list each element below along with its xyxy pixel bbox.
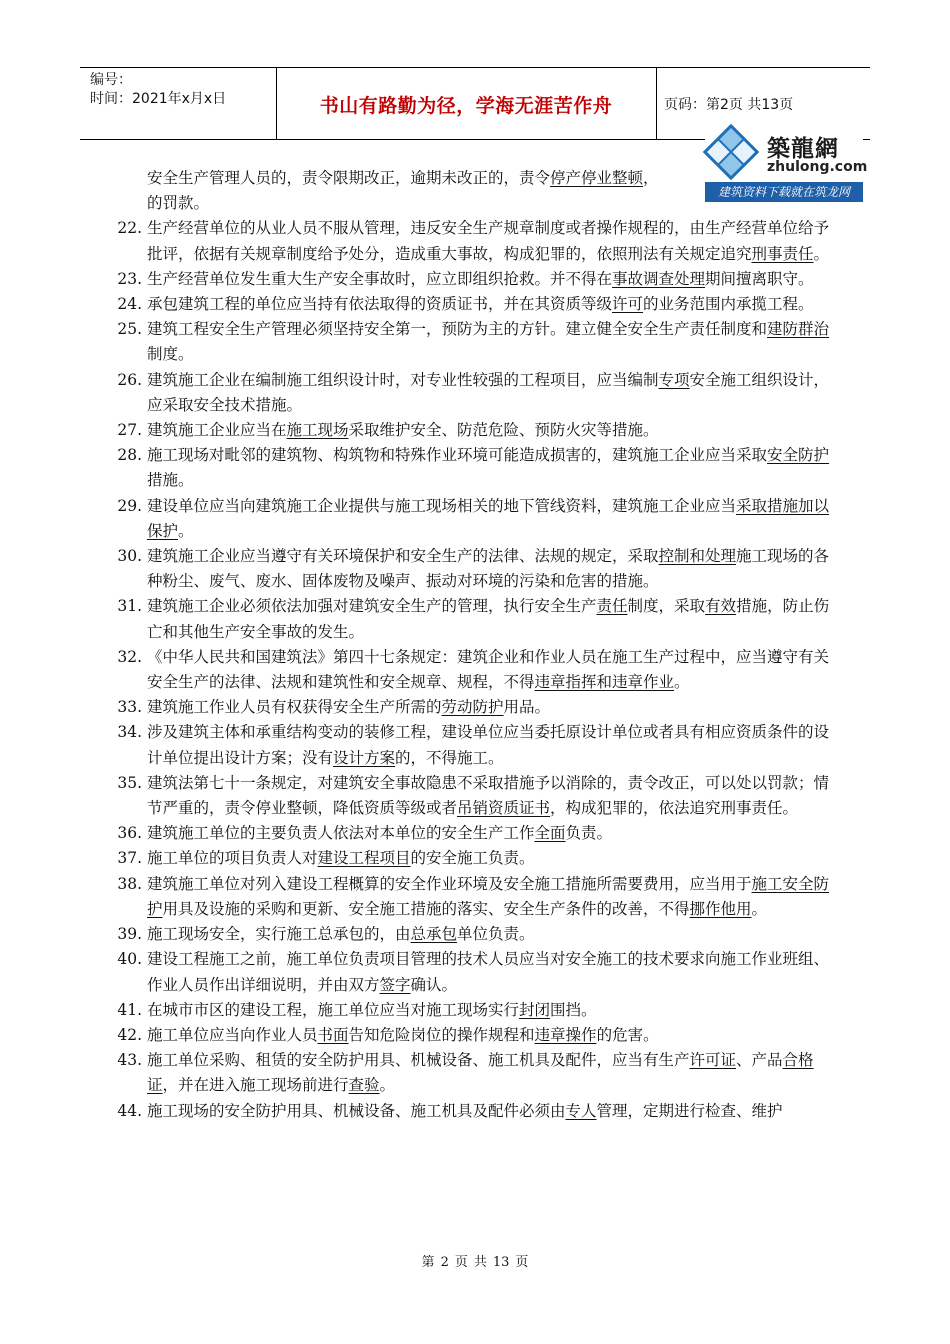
list-item [110, 922, 840, 947]
list-item [110, 594, 840, 644]
text-segment: 。 [813, 244, 830, 263]
list-item-number: 44. [117, 1101, 142, 1120]
text-segment: 单位负责。 [457, 925, 535, 944]
list-item-number: 33. [117, 698, 142, 717]
list-item-text [147, 270, 814, 288]
list-item [110, 292, 840, 317]
underlined-keyword: 刑事责任 [751, 244, 814, 263]
underlined-keyword: 许可证 [689, 1051, 737, 1070]
list-item-number: 37. [117, 849, 142, 868]
underlined-keyword: 吊销资质证书 [457, 799, 551, 818]
text-segment: 建筑工程安全生产管理必须坚持安全第一，预防为主的方针。建立健全安全生产责任制度和 [147, 320, 768, 339]
list-item-number: 36. [117, 824, 142, 843]
list-item-number: 34. [117, 723, 142, 742]
underlined-keyword: 施工现场 [286, 421, 349, 440]
list-item-number: 26. [117, 370, 142, 389]
underlined-keyword: 建设工程项目 [317, 849, 411, 868]
text-segment: 施工现场安全，实行施工总承包的，由 [147, 925, 411, 944]
text-segment: 负责。 [565, 824, 613, 843]
text-segment: ，构成犯罪的，依法追究刑事责任。 [550, 799, 799, 818]
list-item-text [147, 774, 829, 817]
underlined-keyword: 责任 [596, 597, 628, 616]
text-segment: 建筑施工企业必须依法加强对建筑安全生产的管理，执行安全生产 [147, 597, 597, 616]
text-segment: 制度，采取 [627, 597, 706, 616]
footer-text-ye: 页 [454, 1255, 468, 1270]
underlined-keyword: 有效 [705, 597, 737, 616]
list-item-text [147, 950, 829, 993]
list-item-text [147, 849, 535, 867]
list-item-text [147, 1051, 814, 1094]
underlined-keyword: 封闭 [519, 1000, 551, 1019]
text-segment: 期间擅离职守。 [705, 269, 814, 288]
list-item-number: 31. [117, 597, 142, 616]
list-item-number: 43. [117, 1051, 142, 1070]
underlined-keyword: 书面 [317, 1025, 349, 1044]
list-item-text [147, 497, 829, 540]
underlined-keyword: 事故调查处理 [612, 269, 706, 288]
list-item [110, 1048, 840, 1098]
list-item-text [147, 320, 829, 363]
list-item-text [147, 547, 829, 590]
list-item [110, 771, 840, 821]
underlined-keyword: 总承包 [410, 925, 458, 944]
page-footer [0, 1251, 950, 1270]
underlined-keyword: 采取措施加以保护 [147, 496, 830, 540]
list-item [110, 872, 840, 922]
text-segment: 措施。 [147, 471, 194, 490]
text-segment: 。 [751, 899, 768, 918]
header-left-cell [80, 67, 277, 139]
text-segment: 施工现场对毗邻的建筑物、构筑物和特殊作业环境可能造成损害的，建筑施工企业应当采取 [147, 446, 768, 465]
text-segment: 建筑施工单位对列入建设工程概算的安全作业环境及安全施工措施所需要费用，应当用于 [147, 874, 752, 893]
list-item-text [147, 1026, 659, 1044]
text-segment: 施工现场的各种粉尘、废气、废水、固体废物及噪声、振动对环境的污染和危害的措施。 [147, 547, 830, 591]
list-item [110, 695, 840, 720]
list-item-number: 32. [117, 647, 142, 666]
text-segment: 建筑法第七十一条规定，对建筑安全事故隐患不采取措施予以消除的，责令改正，可以处以罚款；情节严重的，责令停业整顿，降低资质等级或者 [147, 773, 830, 818]
logo-slogan-band: 建筑资料下载就在筑龙网 [705, 182, 863, 202]
list-item [110, 368, 840, 418]
text-segment: 施工单位应当向作业人员 [147, 1025, 318, 1044]
underlined-keyword: 违章指挥和违章作业 [534, 673, 675, 692]
list-item [110, 166, 840, 216]
text-segment: 用具及设施的采购和更新、安全施工措施的落实、安全生产条件的改善，不得 [162, 899, 690, 918]
list-item [110, 720, 840, 770]
footer-total-pages: 13 [492, 1255, 510, 1270]
text-segment: 《中华人民共和国建筑法》第四十七条规定：建筑企业和作业人员在施工生产过程中，应当遵守有关安全生产的法律、法规和建筑性和安全规章、规程，不得 [147, 647, 830, 692]
text-segment: 建筑施工企业应当遵守有关环境保护和安全生产的法律、法规的规定，采取 [147, 547, 659, 566]
underlined-keyword: 专人 [565, 1101, 597, 1120]
text-segment: 安全施工组织设计，应采取安全技术措施。 [147, 370, 830, 414]
underlined-keyword: 查验 [348, 1076, 380, 1095]
text-segment: 围挡。 [550, 1000, 597, 1019]
text-segment: 、产品 [736, 1051, 783, 1070]
list-item [110, 846, 840, 871]
list-item-text [147, 875, 829, 918]
list-item-text [147, 925, 535, 943]
underlined-keyword: 设计方案 [333, 748, 396, 767]
list-item [110, 947, 840, 997]
document-body [110, 166, 840, 1124]
header-page-info: 页码：第2页 共13页 [664, 97, 794, 113]
text-segment: 的业务范围内承揽工程。 [643, 295, 814, 314]
underlined-keyword: 安全防护 [767, 446, 830, 465]
underlined-keyword: 停产停业整顿 [550, 169, 644, 187]
header-middle-cell [276, 67, 657, 139]
text-segment: 建设单位应当向建筑施工企业提供与施工现场相关的地下管线资料，建筑施工企业应当 [147, 496, 737, 515]
text-segment: 制度。 [147, 345, 194, 364]
list-item [110, 645, 840, 695]
underlined-keyword: 专项 [658, 370, 690, 389]
footer-page-number: 2 [440, 1255, 449, 1270]
text-segment: ，并在进入施工现场前进行 [162, 1076, 349, 1095]
text-segment: 建筑施工作业人员有权获得安全生产所需的 [147, 698, 442, 717]
list-item-number: 22. [117, 219, 142, 238]
underlined-keyword: 施工安全防护 [147, 874, 830, 918]
underlined-keyword: 全面 [534, 824, 566, 843]
list-item [110, 494, 840, 544]
list-item-number: 28. [117, 446, 142, 465]
underlined-keyword: 挪作他用 [689, 899, 752, 918]
text-segment: 告知危险岗位的操作规程和 [348, 1025, 535, 1044]
text-segment: 的，不得施工。 [395, 748, 504, 767]
text-segment: 生产经营单位的从业人员不服从管理，违反安全生产规章制度或者操作规程的，由生产经营单位给予批评，依据有关规章制度给予处分，造成重大事故，构成犯罪的，依照刑法有关规定追究 [147, 219, 830, 263]
document-time-label: 时间：2021年x月x日 [90, 91, 227, 107]
list-item-number: 23. [117, 269, 142, 288]
underlined-keyword: 建防群治 [767, 320, 830, 339]
text-segment: 建筑施工企业在编制施工组织设计时，对专业性较强的工程项目，应当编制 [147, 370, 659, 389]
text-segment: 采取维护安全、防范危险、预防火灾等措施。 [348, 421, 659, 440]
footer-text-gong: 共 [473, 1255, 487, 1270]
list-item-text [147, 371, 829, 414]
header-motto: 书山有路勤为径，学海无涯苦作舟 [319, 95, 613, 117]
list-item [110, 1023, 840, 1048]
text-segment: 用品。 [503, 698, 551, 717]
list-item-text [147, 446, 829, 489]
list-item [110, 267, 840, 292]
list-item-number: 42. [117, 1025, 142, 1044]
list-item [110, 216, 840, 266]
document-number-label: 编号： [90, 72, 132, 88]
list-item [110, 821, 840, 846]
list-item [110, 443, 840, 493]
list-item-number: 30. [117, 547, 142, 566]
list-item-number: 38. [117, 874, 142, 893]
text-segment: 生产经营单位发生重大生产安全事故时，应立即组织抢救。并不得在 [147, 269, 613, 288]
underlined-keyword: 合格证 [147, 1051, 814, 1095]
list-item-text [147, 597, 829, 640]
text-segment: ， [643, 169, 659, 187]
underlined-keyword: 违章操作 [534, 1025, 597, 1044]
underlined-keyword: 签字 [379, 975, 411, 994]
list-item-text [147, 648, 829, 691]
text-segment: 建筑施工企业应当在 [147, 421, 287, 440]
list-item-number: 25. [117, 320, 142, 339]
text-segment: 的安全施工负责。 [410, 849, 535, 868]
text-segment: 在城市市区的建设工程，施工单位应当对施工现场实行 [147, 1000, 520, 1019]
underlined-keyword: 劳动防护 [441, 698, 504, 717]
underlined-keyword: 许可 [612, 295, 644, 314]
list-item-text [147, 1001, 597, 1019]
list-item-number: 41. [117, 1000, 142, 1019]
list-item-text [147, 219, 829, 262]
text-segment: 管理，定期进行检查、维护 [596, 1101, 783, 1120]
text-segment: 涉及建筑主体和承重结构变动的装修工程，建设单位应当委托原设计单位或者具有相应资质条件的设计单位提出设计方案；没有 [147, 723, 830, 767]
text-segment: 承包建筑工程的单位应当持有依法取得的资质证书，并在其资质等级 [147, 295, 613, 314]
text-segment: 确认。 [410, 975, 458, 994]
list-item [110, 418, 840, 443]
text-segment: 施工现场的安全防护用具、机械设备、施工机具及配件必须由 [147, 1101, 566, 1120]
text-segment: 施工单位的项目负责人对 [147, 849, 318, 868]
list-item-number: 40. [117, 950, 142, 969]
list-item-text [147, 698, 550, 716]
list-item-text [147, 421, 659, 439]
list-item-number: 29. [117, 496, 142, 515]
list-item-text [147, 723, 829, 766]
text-segment: 。 [379, 1076, 396, 1095]
logo-domain: zhulong.com [767, 159, 868, 175]
list-item-text [147, 295, 814, 313]
text-segment: 。 [178, 521, 194, 540]
list-item-text [147, 1102, 783, 1120]
underlined-keyword: 控制和处理 [658, 547, 737, 566]
text-segment: 建筑施工单位的主要负责人依法对本单位的安全生产工作 [147, 824, 535, 843]
text-segment: 施工单位采购、租赁的安全防护用具、机械设备、施工机具及配件，应当有生产 [147, 1051, 690, 1070]
list-item-number: 35. [117, 773, 142, 792]
list-item [110, 317, 840, 367]
list-item-number: 24. [117, 295, 142, 314]
list-item-number: 27. [117, 421, 142, 440]
text-segment: 的罚款。 [147, 194, 210, 213]
list-item [110, 544, 840, 594]
list-item-text [147, 169, 659, 212]
text-segment: 。 [674, 673, 690, 692]
footer-text-di: 第 [421, 1255, 435, 1270]
logo-chinese-name: 築龍網 [767, 136, 839, 162]
text-segment: 措施，防止伤亡和其他生产安全事故的发生。 [147, 597, 830, 641]
list-item-text [147, 824, 612, 842]
list-item [110, 1099, 840, 1124]
list-item [110, 998, 840, 1023]
text-segment: 安全生产管理人员的，责令限期改正，逾期未改正的，责令 [147, 169, 551, 187]
text-segment: 的危害。 [596, 1025, 659, 1044]
list-item-number: 39. [117, 925, 142, 944]
text-segment: 建设工程施工之前，施工单位负责项目管理的技术人员应当对安全施工的技术要求向施工作业班组、作业人员作出详细说明，并由双方 [147, 950, 830, 994]
footer-text-ye-2: 页 [515, 1255, 529, 1270]
